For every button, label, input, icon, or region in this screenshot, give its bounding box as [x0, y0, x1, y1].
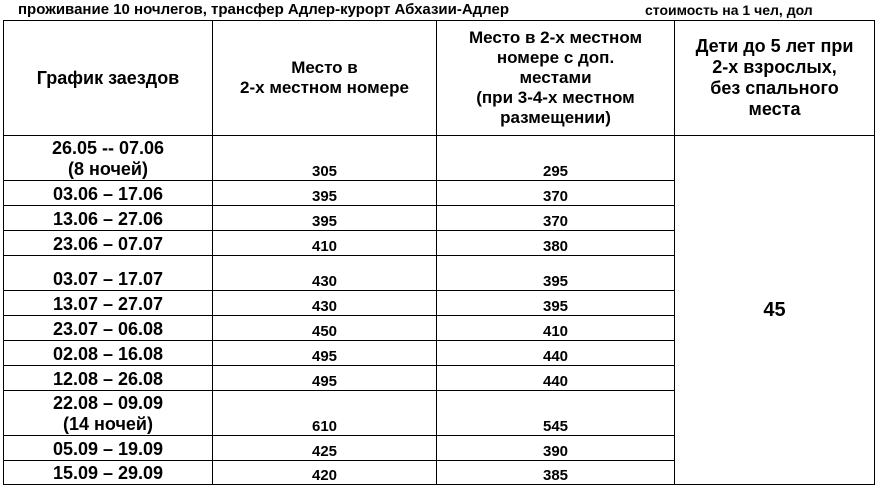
header-schedule: График заездов: [4, 21, 213, 136]
price-table: [3, 20, 875, 485]
cell-price-extra: 545: [437, 391, 675, 436]
price-rows: [4, 136, 875, 485]
cell-dates: [4, 436, 213, 461]
cell-dates: [4, 316, 213, 341]
cell-price-extra: 410: [437, 316, 675, 341]
cell-price-extra: 395: [437, 291, 675, 316]
dates-label: 12.08 – 26.08: [52, 369, 164, 389]
dates-label: 22.08 – 09.09: [52, 393, 164, 413]
dates-label: 26.05 -- 07.06: [51, 138, 165, 158]
dates-label: 03.06 – 17.06: [52, 184, 164, 204]
dates-label: 15.09 – 29.09: [52, 463, 164, 483]
cell-price-extra: 385: [437, 461, 675, 485]
cell-price-extra: 370: [437, 181, 675, 206]
cell-dates: [4, 136, 213, 181]
cell-price-double: 420: [213, 461, 437, 485]
cell-price-double: 395: [213, 206, 437, 231]
cell-dates: [4, 461, 213, 485]
cell-dates: [4, 256, 213, 291]
cell-price-double: 495: [213, 366, 437, 391]
table-row: [4, 136, 875, 181]
dates-label: 13.06 – 27.06: [52, 209, 164, 229]
dates-label: 23.07 – 06.08: [52, 319, 164, 339]
dates-label: 05.09 – 19.09: [52, 439, 164, 459]
cell-price-double: 610: [213, 391, 437, 436]
caption-currency-note: стоимость на 1 чел, дол: [645, 2, 813, 18]
cell-dates: [4, 366, 213, 391]
cell-dates: [4, 341, 213, 366]
dates-label: 13.07 – 27.07: [52, 294, 164, 314]
header-double: Место в 2-х местном номере: [213, 21, 437, 136]
cell-price-kids: 45: [675, 136, 875, 485]
cell-price-double: 450: [213, 316, 437, 341]
header-extra: Место в 2-х местном номере с доп. местами (при 3-4-х местном размещении): [437, 21, 675, 136]
dates-label: 02.08 – 16.08: [52, 344, 164, 364]
cell-price-extra: 395: [437, 256, 675, 291]
price-caption: [18, 1, 813, 19]
cell-dates: [4, 231, 213, 256]
header-kids: Дети до 5 лет при 2-х взрослых, без спального места: [675, 21, 875, 136]
nights-note: (8 ночей): [68, 159, 148, 179]
cell-price-double: 495: [213, 341, 437, 366]
cell-price-extra: 440: [437, 341, 675, 366]
cell-dates: [4, 291, 213, 316]
cell-dates: [4, 181, 213, 206]
dates-label: 23.06 – 07.07: [52, 234, 164, 254]
cell-price-extra: 390: [437, 436, 675, 461]
header-row: [4, 21, 875, 136]
cell-price-extra: 370: [437, 206, 675, 231]
nights-note: (14 ночей): [63, 414, 153, 434]
cell-price-double: 305: [213, 136, 437, 181]
cell-price-double: 410: [213, 231, 437, 256]
dates-label: 03.07 – 17.07: [52, 269, 164, 289]
cell-price-double: 395: [213, 181, 437, 206]
cell-dates: [4, 391, 213, 436]
cell-price-double: 430: [213, 256, 437, 291]
cell-price-extra: 440: [437, 366, 675, 391]
cell-price-extra: 295: [437, 136, 675, 181]
caption-title: проживание 10 ночлегов, трансфер Адлер-курорт Абхазии-Адлер: [18, 1, 510, 18]
cell-price-double: 430: [213, 291, 437, 316]
cell-price-extra: 380: [437, 231, 675, 256]
cell-price-double: 425: [213, 436, 437, 461]
cell-dates: [4, 206, 213, 231]
